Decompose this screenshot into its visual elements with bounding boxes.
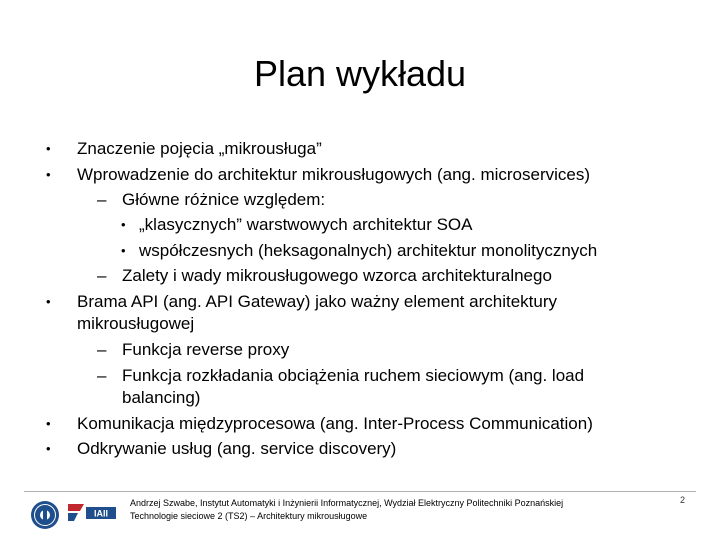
bullet-text: Odkrywanie usług (ang. service discovery) [77, 439, 397, 458]
sub-bullet-text: Zalety i wady mikrousługowego wzorca architekturalnego [122, 266, 552, 285]
footer-text [130, 497, 563, 523]
sub-bullet-marker: – [97, 190, 107, 209]
sub-bullet-text: Główne różnice względem: [122, 190, 326, 209]
sub-bullet-text-continuation: balancing) [122, 388, 201, 407]
footer-course-line: Technologie sieciowe 2 (TS2) – Architektury mikrousługowe [130, 511, 368, 521]
bullet-marker: • [46, 294, 51, 309]
sub-bullet-text: Funkcja rozkładania obciążenia ruchem sieciowym (ang. load [122, 366, 585, 385]
bullet-marker: • [46, 441, 51, 456]
sub-bullet-text: Funkcja reverse proxy [122, 340, 290, 359]
sub-bullet-marker: – [97, 366, 107, 385]
sub-sub-bullet-text: współczesnych (heksagonalnych) architektur monolitycznych [139, 241, 598, 260]
bullet-marker: • [46, 141, 51, 156]
bullet-text: Wprowadzenie do architektur mikrousługowych (ang. microservices) [77, 165, 591, 184]
sub-bullet-marker: – [97, 340, 107, 359]
bullet-text: Brama API (ang. API Gateway) jako ważny element architektury [77, 292, 557, 311]
institute-logo-text: IAII [93, 508, 109, 519]
institute-logo [66, 501, 118, 525]
sub-sub-bullet-marker: • [121, 243, 126, 258]
page-number: 2 [680, 495, 686, 505]
footer-divider [24, 491, 696, 492]
sub-sub-bullet-marker: • [121, 217, 126, 232]
footer-author-line: Andrzej Szwabe, Instytut Automatyki i Inżynierii Informatycznej, Wydział Elektryczny Politechniki Poznańskiej [130, 498, 564, 508]
bullet-text-continuation: mikrousługowej [77, 314, 195, 333]
bullet-text: Komunikacja międzyprocesowa (ang. Inter-Process Communication) [77, 414, 593, 433]
bullet-text: Znaczenie pojęcia „mikrousługa” [77, 139, 322, 158]
sub-sub-bullet-text: „klasycznych” warstwowych architektur SOA [139, 215, 473, 234]
bullet-marker: • [46, 416, 51, 431]
university-seal-icon [30, 500, 60, 530]
slide-title: Plan wykładu [253, 53, 467, 94]
bullet-marker: • [46, 167, 51, 182]
sub-bullet-marker: – [97, 266, 107, 285]
